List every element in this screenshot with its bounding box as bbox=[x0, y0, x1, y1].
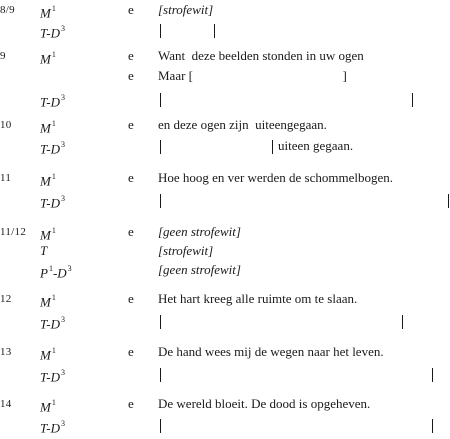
witness-siglum: $T-D^3$ bbox=[40, 140, 65, 157]
variant-marker: e bbox=[128, 2, 134, 17]
collation-bar bbox=[214, 24, 215, 38]
verse-text: [geen strofewit] bbox=[158, 224, 241, 239]
collation-bar bbox=[160, 93, 161, 107]
verse-number: 13 bbox=[0, 346, 12, 358]
collation-bar bbox=[402, 315, 403, 329]
verse-text: [strofewit] bbox=[158, 2, 214, 17]
witness-siglum: $T-D^3$ bbox=[40, 368, 65, 385]
apparatus-line bbox=[0, 20, 450, 40]
apparatus-line bbox=[0, 222, 450, 242]
variant-marker: e bbox=[128, 68, 134, 83]
apparatus-line bbox=[0, 364, 450, 384]
collation-bar bbox=[160, 315, 161, 329]
witness-siglum: $M^1$ bbox=[40, 50, 56, 67]
variant-marker: e bbox=[128, 170, 134, 185]
witness-siglum: $M^1$ bbox=[40, 398, 56, 415]
collation-bar bbox=[448, 194, 449, 208]
verse-text: [geen strofewit] bbox=[158, 262, 241, 277]
variant-marker: e bbox=[128, 396, 134, 411]
apparatus-line bbox=[0, 241, 450, 261]
apparatus-line bbox=[0, 115, 450, 135]
collation-bar bbox=[160, 24, 161, 38]
verse-text: en deze ogen zijn uiteengegaan. bbox=[158, 117, 327, 132]
apparatus-line bbox=[0, 394, 450, 414]
collation-bar bbox=[160, 368, 161, 382]
witness-siglum: $M^1$ bbox=[40, 4, 56, 21]
verse-number: 12 bbox=[0, 293, 12, 305]
apparatus-line bbox=[0, 289, 450, 309]
variant-marker: e bbox=[128, 48, 134, 63]
collation-bar bbox=[432, 368, 433, 382]
collation-bar bbox=[160, 140, 161, 154]
witness-siglum: $T-D^3$ bbox=[40, 194, 65, 211]
variant-reading: uiteen gegaan. bbox=[278, 138, 354, 153]
witness-siglum: $T-D^3$ bbox=[40, 419, 65, 436]
apparatus-line bbox=[0, 136, 450, 156]
apparatus-line bbox=[0, 0, 450, 20]
verse-number: 10 bbox=[0, 119, 12, 131]
witness-siglum: T bbox=[40, 243, 48, 258]
collation-bar bbox=[272, 140, 273, 154]
verse-number: 11/12 bbox=[0, 226, 27, 238]
witness-siglum: $P^1-D^3$ bbox=[40, 264, 72, 281]
apparatus-line bbox=[0, 190, 450, 210]
variant-marker: e bbox=[128, 291, 134, 306]
witness-siglum: $T-D^3$ bbox=[40, 315, 65, 332]
verse-text: Hoe hoog en ver werden de schommelbogen. bbox=[158, 170, 394, 185]
verse-number: 9 bbox=[0, 50, 6, 62]
apparatus-line bbox=[0, 66, 450, 86]
verse-text: De wereld bloeit. De dood is opgeheven. bbox=[158, 396, 371, 411]
witness-siglum: $M^1$ bbox=[40, 226, 56, 243]
apparatus-line bbox=[0, 168, 450, 188]
verse-number: 14 bbox=[0, 398, 12, 410]
verse-text: De hand wees mij de wegen naar het leven. bbox=[158, 344, 384, 359]
collation-bar bbox=[432, 419, 433, 433]
apparatus-line bbox=[0, 342, 450, 362]
witness-siglum: $M^1$ bbox=[40, 346, 56, 363]
witness-siglum: $M^1$ bbox=[40, 119, 56, 136]
apparatus-line bbox=[0, 46, 450, 66]
verse-text: [strofewit] bbox=[158, 243, 214, 258]
apparatus-line bbox=[0, 415, 450, 435]
verse-number: 11 bbox=[0, 172, 12, 184]
apparatus-line bbox=[0, 311, 450, 331]
collation-bar bbox=[160, 419, 161, 433]
collation-bar bbox=[412, 93, 413, 107]
variant-marker: e bbox=[128, 344, 134, 359]
witness-siglum: $M^1$ bbox=[40, 293, 56, 310]
apparatus-line bbox=[0, 89, 450, 109]
apparatus-line bbox=[0, 260, 450, 280]
verse-text: Maar [ ] bbox=[158, 68, 347, 83]
variant-marker: e bbox=[128, 224, 134, 239]
verse-number: 8/9 bbox=[0, 4, 15, 16]
witness-siglum: $M^1$ bbox=[40, 172, 56, 189]
witness-siglum: $T-D^3$ bbox=[40, 24, 65, 41]
witness-siglum: $T-D^3$ bbox=[40, 93, 65, 110]
verse-text: Het hart kreeg alle ruimte om te slaan. bbox=[158, 291, 358, 306]
collation-bar bbox=[160, 194, 161, 208]
variant-marker: e bbox=[128, 117, 134, 132]
verse-text: Want deze beelden stonden in uw ogen bbox=[158, 48, 364, 63]
